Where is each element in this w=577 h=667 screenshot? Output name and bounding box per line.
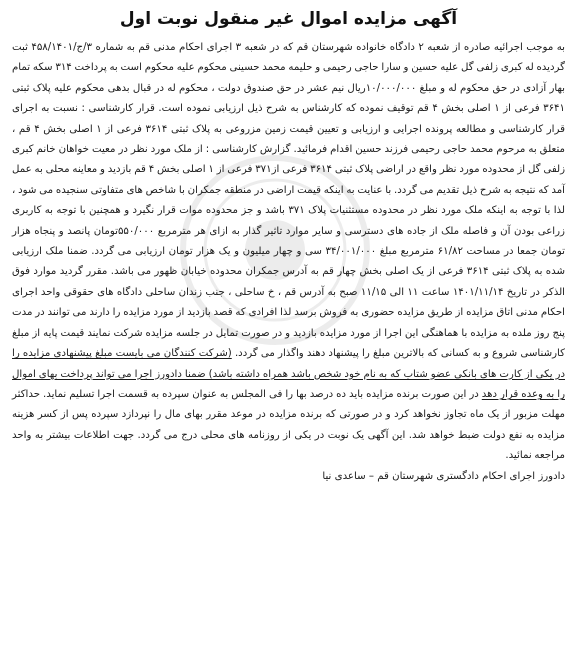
auction-notice — [8, 6, 569, 661]
notice-title: آگهی مزایده اموال غیر منقول نوبت اول — [119, 9, 458, 29]
notice-body-part1: به موجب اجرائیه صادره از شعبه ۲ دادگاه خانواده شهرستان قم که در شعبه ۳ اجرای احکام مدنی قم به شماره ۳/ج/۴۵۸/۱۴۰۱ ثبت گردیده له کبری زلفی گل علیه حسین و سارا حاجی رحیمی و حلیمه محمد حسینی محکوم علیه محکوم است به پرداخت ۳۱۴ سکه تمام بهار آزادی در حق محکوم له و مبلغ ۱۰/۰۰۰/۰۰۰ریال نیم عشر در حق صندوق دولت ، محکوم له در قبال بدهی محکوم علیه پلاک ثبتی ۳۶۴۱ فرعی از ۱ اصلی بخش ۴ قم توقیف نموده که کارشناس به شرح ذیل ارزیابی نموده است. قرار کارشناسی : نسبت به اجرای قرار کارشناسی و مطالعه پرونده اجرایی و ارزیابی و تعیین قیمت زمین مزروعی به پلاک ثبتی ۳۶۱۴ فرعی از ۱ اصلی بخش ۴ قم ، متعلق به مرحوم محمد حاجی رحیمی فرزند حسین اقدام فرمائید. گزارش کارشناسی : از ملک مورد نظر در معیت خواهان خانم کبری زلفی گل از محدوده مورد نظر واقع در اراضی پلاک ثبتی ۳۶۱۴ فرعی از۳۷۱ فرعی از ۱ اصلی بخش ۴ قم بازدید و معاینه محلی به عمل آمد که نتیجه به شرح ذیل تقدیم می گردد. با عنایت به اینکه قیمت اراضی در منطقه جمکران با شاخص های متفاوتی سنجیده می شود ، لذا با توجه به اینکه ملک مورد نظر در محدوده مستثنیات پلاک ۳۷۱ باشد و جز محدوده موات قرار نگیرد و همچنین با توجه به کاربری زراعی بودن آن و فاصله ملک از جاده های دسترسی و سایر موارد تاثیر گذار به ازای هر مترمربع ۵۵۰/۰۰۰تومان پانصد و پنجاه هزار تومان جمعا در مساحت ۶۱/۸۲ مترمربع مبلغ ۳۴/۰۰۱/۰۰۰ سی و چهار میلیون و یک هزار تومان ارزیابی می گردد. ضمنا ملک ارزیابی شده به پلاک ثبتی ۳۶۱۴ فرعی از یک اصلی بخش چهار قم به آدرس جمکران محدوده خیابان ظهور می باشد. مقرر گردید موارد فوق الذکر در تاریخ ۱۴۰۱/۱۱/۱۴ ساعت ۱۱ الی ۱۱/۱۵ صبح به آدرس قم ، خ ساحلی ، جنب زندان ساحلی دادگاه های حقوقی واحد اجرای احکام مدنی اتاق مزایده از طریق مزایده حضوری به فروش برسد لذا افرادی که قصد بازدید از مورد مزایده را دارند می توانند در مدت پنج روز ملده به مزایده با هماهنگی این اجرا از مورد مزایده بازدید و در صورت تمایل در جلسه مزایده شرکت نمایند قیمت پایه از مبلغ کارشناسی شروع و به کسانی که بالاترین مبلغ را پیشنهاد دهند واگذار می گردد. — [12, 42, 566, 360]
notice-body-part2: در این صورت برنده مزایده باید ده درصد بها را فی المجلس به عنوان سپرده به قسمت اجرا تسلیم نماید. حداکثر مهلت مزبور از یک ماه تجاوز نخواهد کرد و در صورتی که برنده مزایده در موعد مقرر بهای مال را نپردازد سپرده پس از کسر هزینه مزایده به نفع دولت ضبط خواهد شد. این آگهی یک نوبت در یکی از روزنامه های محلی درج می گردد. جهت اطلاعات بیشتر به واحد مراجعه نمائید. — [12, 388, 565, 462]
notice-body — [12, 38, 565, 467]
notice-signature: دادورز اجرای احکام دادگستری شهرستان قم – ساعدی نیا — [322, 470, 565, 482]
notice-body-underlined: (شرکت کنندگان می بایست مبلغ پیشنهادی مزایده را در یکی از کارت های بانکی عضو شتاب که به نام خود شخص باشد همراه داشته باشد) ضمنا دادورز اجرا می تواند پرداخت بهای اموال را به وعده قرار دهد — [12, 348, 565, 400]
